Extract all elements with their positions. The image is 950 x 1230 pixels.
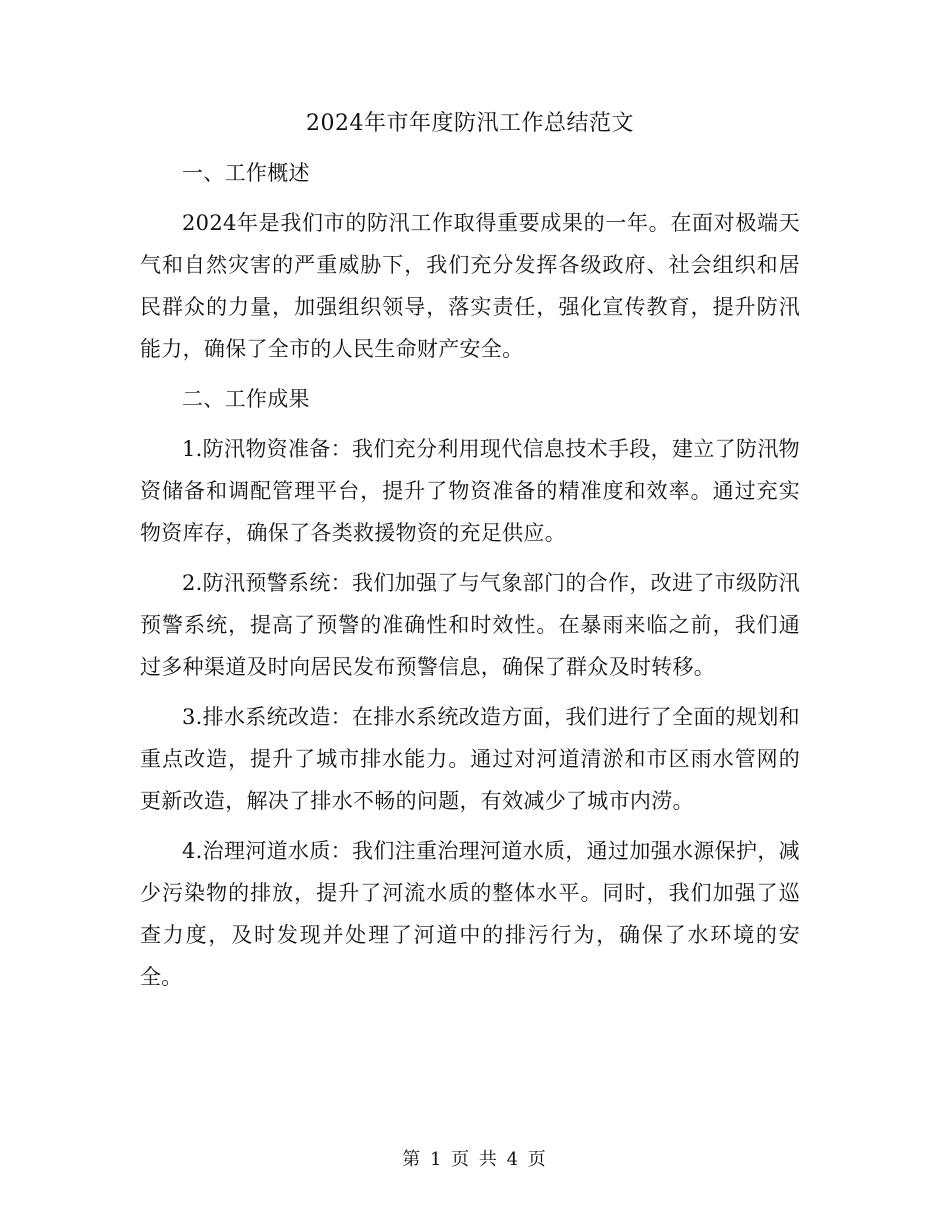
document-title: 2024年市年度防汛工作总结范文	[306, 111, 634, 136]
result-item-2: 2.防汛预警系统：我们加强了与气象部门的合作，改进了市级防汛预警系统，提高了预警的准确性和时效性。在暴雨来临之前，我们通过多种渠道及时向居民发布预警信息，确保了群众及时转移。	[140, 571, 800, 679]
result-item-4: 4.治理河道水质：我们注重治理河道水质，通过加强水源保护，减少污染物的排放，提升了河流水质的整体水平。同时，我们加强了巡查力度，及时发现并处理了河道中的排污行为，确保了水环境的安全。	[140, 839, 800, 989]
section-heading-results: 二、工作成果	[182, 387, 310, 411]
result-item-1: 1.防汛物资准备：我们充分利用现代信息技术手段，建立了防汛物资储备和调配管理平台，提升了物资准备的精准度和效率。通过充实物资库存，确保了各类救援物资的充足供应。	[140, 437, 800, 545]
overview-paragraph: 2024年是我们市的防汛工作取得重要成果的一年。在面对极端天气和自然灾害的严重威胁下，我们充分发挥各级政府、社会组织和居民群众的力量，加强组织领导，落实责任，强化宣传教育，提升防汛能力，确保了全市的人民生命财产安全。	[140, 211, 800, 361]
result-item-3: 3.排水系统改造：在排水系统改造方面，我们进行了全面的规划和重点改造，提升了城市排水能力。通过对河道清淤和市区雨水管网的更新改造，解决了排水不畅的问题，有效减少了城市内涝。	[140, 705, 800, 813]
page-number-footer: 第 1 页 共 4 页	[402, 1149, 548, 1170]
section-heading-overview: 一、工作概述	[182, 161, 310, 185]
document-body	[140, 104, 800, 998]
